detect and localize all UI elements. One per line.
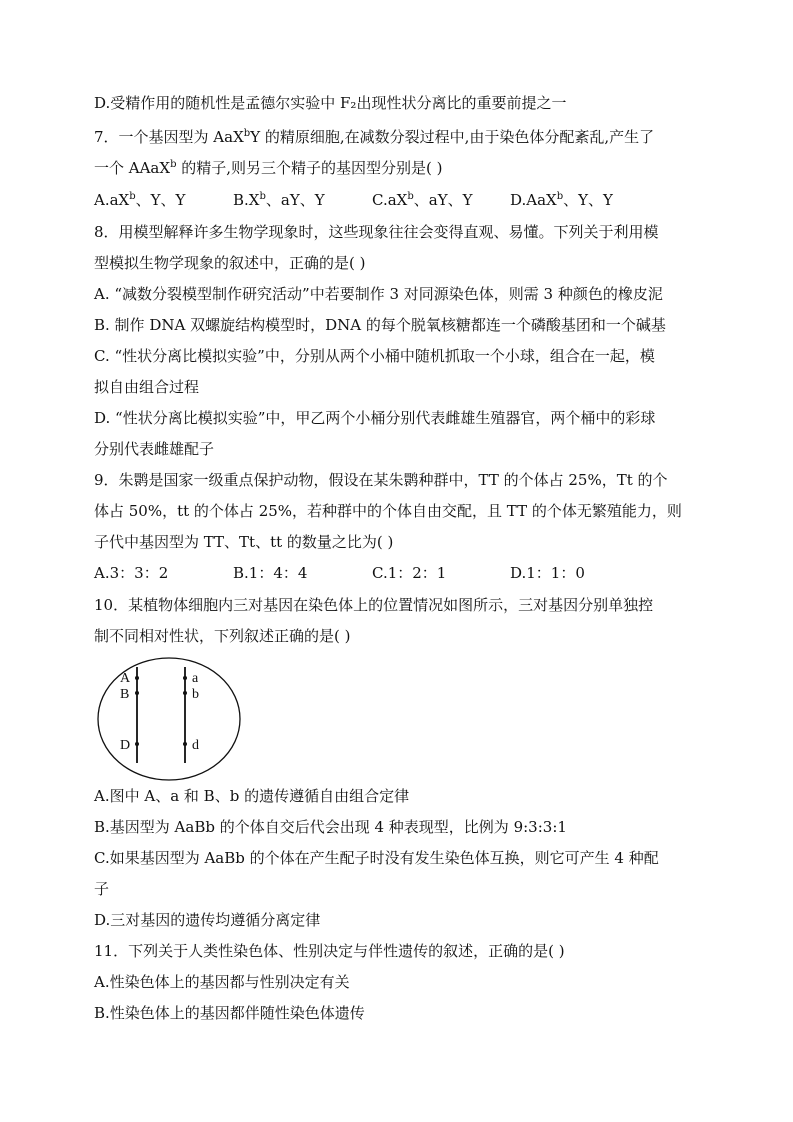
gene-label-A: A [120,671,131,686]
q7-option-b-sup: b [259,191,266,202]
q8-option-b: B. 制作 DNA 双螺旋结构模型时，DNA 的每个脱氧核糖都连一个磷酸基团和一个碱基 [94,316,666,334]
gene-locus-b-upper [135,691,139,695]
gene-label-a: a [192,671,199,686]
gene-locus-d-upper [135,742,139,746]
q7-stem-text: 一个 AAaX [94,159,171,177]
q8-option-d-line1: D. “性状分离比模拟实验”中，甲乙两个小桶分别代表雌雄生殖器官，两个桶中的彩球 [94,409,656,427]
q8-option-c-line1: C. “性状分离比模拟实验”中，分别从两个小桶中随机抓取一个小球，组合在一起，模 [94,347,655,365]
q11-option-a: A.性染色体上的基因都与性别决定有关 [94,973,350,991]
q9-option-c: C.1：2：1 [372,564,447,582]
gene-label-B: B [120,687,130,702]
q7-stem-line2 [94,158,442,178]
q8-stem-line1: 8．用模型解释许多生物学现象时，这些现象往往会变得直观、易懂。下列关于利用模 [94,223,659,241]
q10-option-a: A.图中 A、a 和 B、b 的遗传遵循自由组合定律 [94,787,410,805]
q7-option-d-sup: b [556,191,564,202]
q10-stem-line2: 制不同相对性状，下列叙述正确的是( ) [94,627,351,645]
q7-option-a-sup: b [129,191,136,202]
q7-option-d [510,190,613,210]
q10-option-d: D.三对基因的遗传均遵循分离定律 [94,911,321,929]
gene-label-d: d [192,738,199,753]
q8-option-a: A. “减数分裂模型制作研究活动”中若要制作 3 对同源染色体，则需 3 种颜色的橡皮泥 [94,285,663,303]
q11-option-b: B.性染色体上的基因都伴随性染色体遗传 [94,1004,365,1022]
q7-option-c-text: C.aX [372,191,408,209]
q7-option-c-sup: b [407,191,414,202]
gene-locus-b-lower [183,691,187,695]
q7-stem-line1 [94,127,654,147]
q8-option-c-line2: 拟自由组合过程 [94,378,200,396]
gene-locus-a-lower [183,676,187,680]
q9-stem-line1: 9．朱鹮是国家一级重点保护动物，假设在某朱鹮种群中，TT 的个体占 25%，Tt 的个 [94,471,668,489]
q8-stem-line2: 型模拟生物学现象的叙述中，正确的是( ) [94,254,366,272]
gene-locus-d-lower [183,742,187,746]
chromosome-cell-diagram [96,655,242,783]
q7-option-a-text: A.aX [94,191,130,209]
q7-option-b-text: B.X [233,191,260,209]
gene-label-D: D [120,738,131,753]
q10-option-b: B.基因型为 AaBb 的个体自交后代会出现 4 种表现型，比例为 9:3:3:1 [94,818,567,836]
q7-option-d-text: D.AaX [510,191,557,209]
q7-option-d-text: 、Y、Y [563,191,613,209]
q11-stem: 11．下列关于人类性染色体、性别决定与伴性遗传的叙述，正确的是( ) [94,942,565,960]
q7-superscript: b [170,159,177,170]
q9-option-a: A.3：3：2 [94,564,169,582]
q7-option-a-text: 、Y、Y [135,191,186,209]
q9-stem-line2: 体占 50%，tt 的个体占 25%，若种群中的个体自由交配，且 TT 的个体无繁殖能力，则 [94,502,682,520]
q7-stem-text: 的精子,则另三个精子的基因型分别是( ) [176,159,443,177]
gene-label-b: b [192,687,199,702]
q10-option-c-line1: C.如果基因型为 AaBb 的个体在产生配子时没有发生染色体互换，则它可产生 4 种配 [94,849,659,867]
q6-option-d: D.受精作用的随机性是孟德尔实验中 F₂出现性状分离比的重要前提之一 [94,94,567,112]
q7-option-c-text: 、aY、Y [413,191,473,209]
q9-option-d: D.1：1：0 [510,564,585,582]
q10-stem-line1: 10．某植物体细胞内三对基因在染色体上的位置情况如图所示，三对基因分别单独控 [94,596,654,614]
q8-option-d-line2: 分别代表雌雄配子 [94,440,215,458]
q7-option-c [372,190,473,210]
q7-option-b-text: 、aY、Y [265,191,325,209]
q9-option-b: B.1：4：4 [233,564,308,582]
q9-stem-line3: 子代中基因型为 TT、Tt、tt 的数量之比为( ) [94,533,394,551]
q7-stem-text: 7．一个基因型为 AaX [94,128,244,146]
q7-option-b [233,190,325,210]
gene-locus-a-upper [135,676,139,680]
q10-option-c-line2: 子 [94,880,110,898]
q7-stem-text: Y 的精原细胞,在减数分裂过程中,由于染色体分配紊乱,产生了 [250,128,655,146]
q7-option-a [94,190,185,210]
q7-superscript: b [243,128,251,139]
